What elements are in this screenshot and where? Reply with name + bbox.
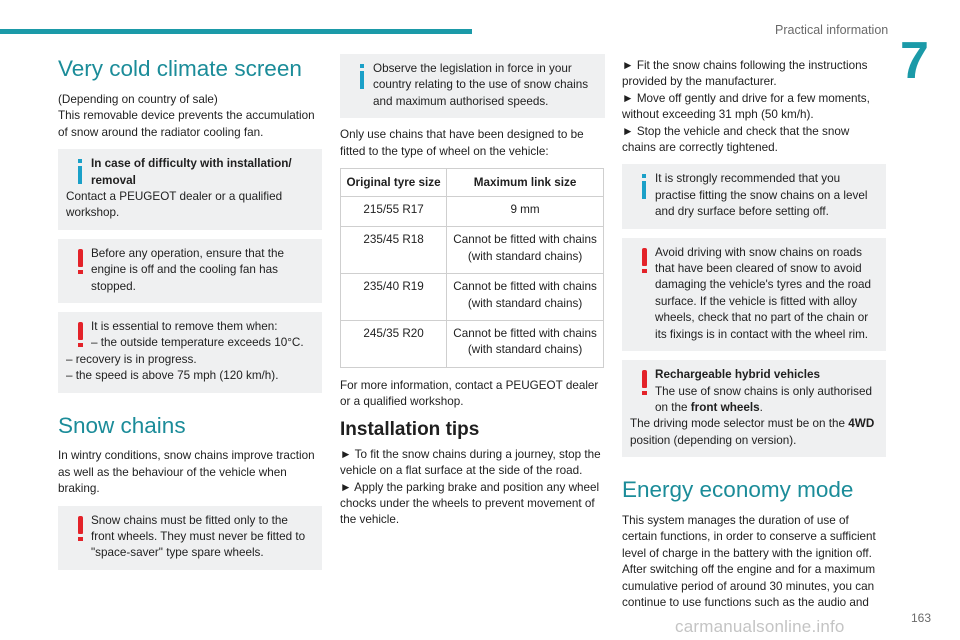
table-row — [341, 321, 604, 368]
table-row — [341, 197, 604, 227]
warning-box-hybrid — [622, 360, 886, 457]
info-box-installation — [58, 149, 322, 230]
page-number: 163 — [911, 611, 932, 625]
link-size: Cannot be fitted with chains (with standard chains) — [447, 274, 604, 321]
list-item: ► Stop the vehicle and check that the snow chains are correctly tightened. — [622, 124, 850, 155]
warning-box-remove — [58, 312, 322, 393]
cold-climate-country: (Depending on country of sale) — [58, 92, 218, 106]
table-row — [341, 274, 604, 321]
warning-icon — [78, 249, 92, 279]
warning-text-4wd: The driving mode selector must be on the 4WD position (depending on version). — [630, 417, 875, 447]
table-row — [341, 227, 604, 274]
warning-box-cleared-roads — [622, 238, 886, 351]
link-size: Cannot be fitted with chains (with standard chains) — [447, 321, 604, 368]
chains-text: Only use chains that have been designed to be fitted to the type of wheel on the vehicle: — [340, 128, 584, 158]
warning-text: Snow chains must be fitted only to the front wheels. They must never be fitted to "space-saver" type spare wheels. — [91, 513, 306, 560]
tyre-size: 215/55 R17 — [341, 197, 447, 227]
warning-icon — [78, 516, 92, 546]
warning-icon — [642, 370, 656, 400]
table-header-row — [341, 169, 604, 197]
tyre-size: 235/40 R19 — [341, 274, 447, 321]
info-icon — [360, 64, 374, 94]
info-text: Observe the legislation in force in your country relating to the use of snow chains and maximum authorised speeds. — [373, 62, 589, 108]
warning-text: Before any operation, ensure that the engine is off and the cooling fan has stopped. — [91, 246, 284, 293]
column-header: Maximum link size — [447, 169, 604, 197]
snow-chains-heading: Snow chains — [58, 412, 186, 438]
snow-chains-text: In wintry conditions, snow chains improve traction as well as the behaviour of the vehicle when braking. — [58, 449, 315, 496]
section-title: Practical information — [775, 23, 889, 37]
warning-text-front: The use of snow chains is only authorised on the front wheels. — [655, 384, 872, 414]
info-text: It is strongly recommended that you practise fitting the snow chains on a level and dry surface before setting off. — [655, 172, 868, 219]
column-1 — [58, 48, 322, 579]
warning-item: – recovery is in progress. — [66, 352, 197, 366]
list-item: ► To fit the snow chains during a journey, stop the vehicle on a flat surface at the side of the road. — [340, 447, 601, 478]
watermark: carmanualsonline.info — [675, 617, 845, 636]
column-3 — [622, 58, 886, 619]
tyre-size: 245/35 R20 — [341, 321, 447, 368]
list-item: ► Apply the parking brake and position any wheel chocks under the wheels to prevent movement of the vehicle. — [340, 480, 600, 527]
tyre-size: 235/45 R18 — [341, 227, 447, 274]
warning-text: Avoid driving with snow chains on roads that have been cleared of snow to avoid damaging the vehicle's tyres and the road surface. If the vehicle is fitted with alloy wheels, check that no part of the chain or its fixings is in contact with the wheel rim. — [655, 245, 871, 341]
info-icon — [78, 159, 92, 189]
warning-icon — [78, 322, 92, 352]
info-box-body: Contact a PEUGEOT dealer or a qualified workshop. — [66, 189, 283, 220]
warning-item: – the outside temperature exceeds 10°C. — [91, 336, 304, 350]
more-info-text: For more information, contact a PEUGEOT dealer or a qualified workshop. — [340, 378, 599, 409]
cold-climate-heading: Very cold climate screen — [58, 56, 302, 81]
warning-box-front-wheels — [58, 506, 322, 570]
header-rule — [0, 29, 472, 34]
info-box-practise — [622, 164, 886, 228]
column-header: Original tyre size — [341, 169, 447, 197]
warning-icon — [642, 248, 656, 278]
info-box-title: In case of difficulty with installation/ removal — [91, 157, 292, 187]
cold-climate-desc: This removable device prevents the accumulation of snow around the radiator cooling fan. — [58, 109, 315, 139]
chapter-number: 7 — [900, 32, 929, 90]
info-box-legislation — [340, 54, 605, 118]
link-size: 9 mm — [447, 197, 604, 227]
energy-economy-heading: Energy economy mode — [622, 477, 854, 503]
warning-box-engine-off — [58, 239, 322, 303]
warning-intro: It is essential to remove them when: — [91, 319, 278, 333]
warning-title: Rechargeable hybrid vehicles — [655, 368, 820, 382]
installation-tips-heading: Installation tips — [340, 418, 480, 440]
link-size: Cannot be fitted with chains (with standard chains) — [447, 227, 604, 274]
cold-climate-text — [58, 92, 322, 141]
energy-economy-text: This system manages the duration of use of certain functions, in order to conserve a sufficient level of charge in the battery with the ignition off. After switching off the engine and for a maximum cumulative period of around 30 minutes, you can continue to use functions such as the audio and — [622, 514, 876, 610]
info-icon — [642, 174, 656, 204]
warning-item: – the speed is above 75 mph (120 km/h). — [66, 369, 279, 383]
column-2 — [340, 54, 605, 537]
steps-list — [622, 58, 886, 156]
list-item: ► Fit the snow chains following the instructions provided by the manufacturer. — [622, 59, 868, 89]
tips-list — [340, 447, 605, 529]
tyre-size-table — [340, 168, 604, 368]
list-item: ► Move off gently and drive for a few moments, without exceeding 31 mph (50 km/h). — [622, 91, 870, 122]
